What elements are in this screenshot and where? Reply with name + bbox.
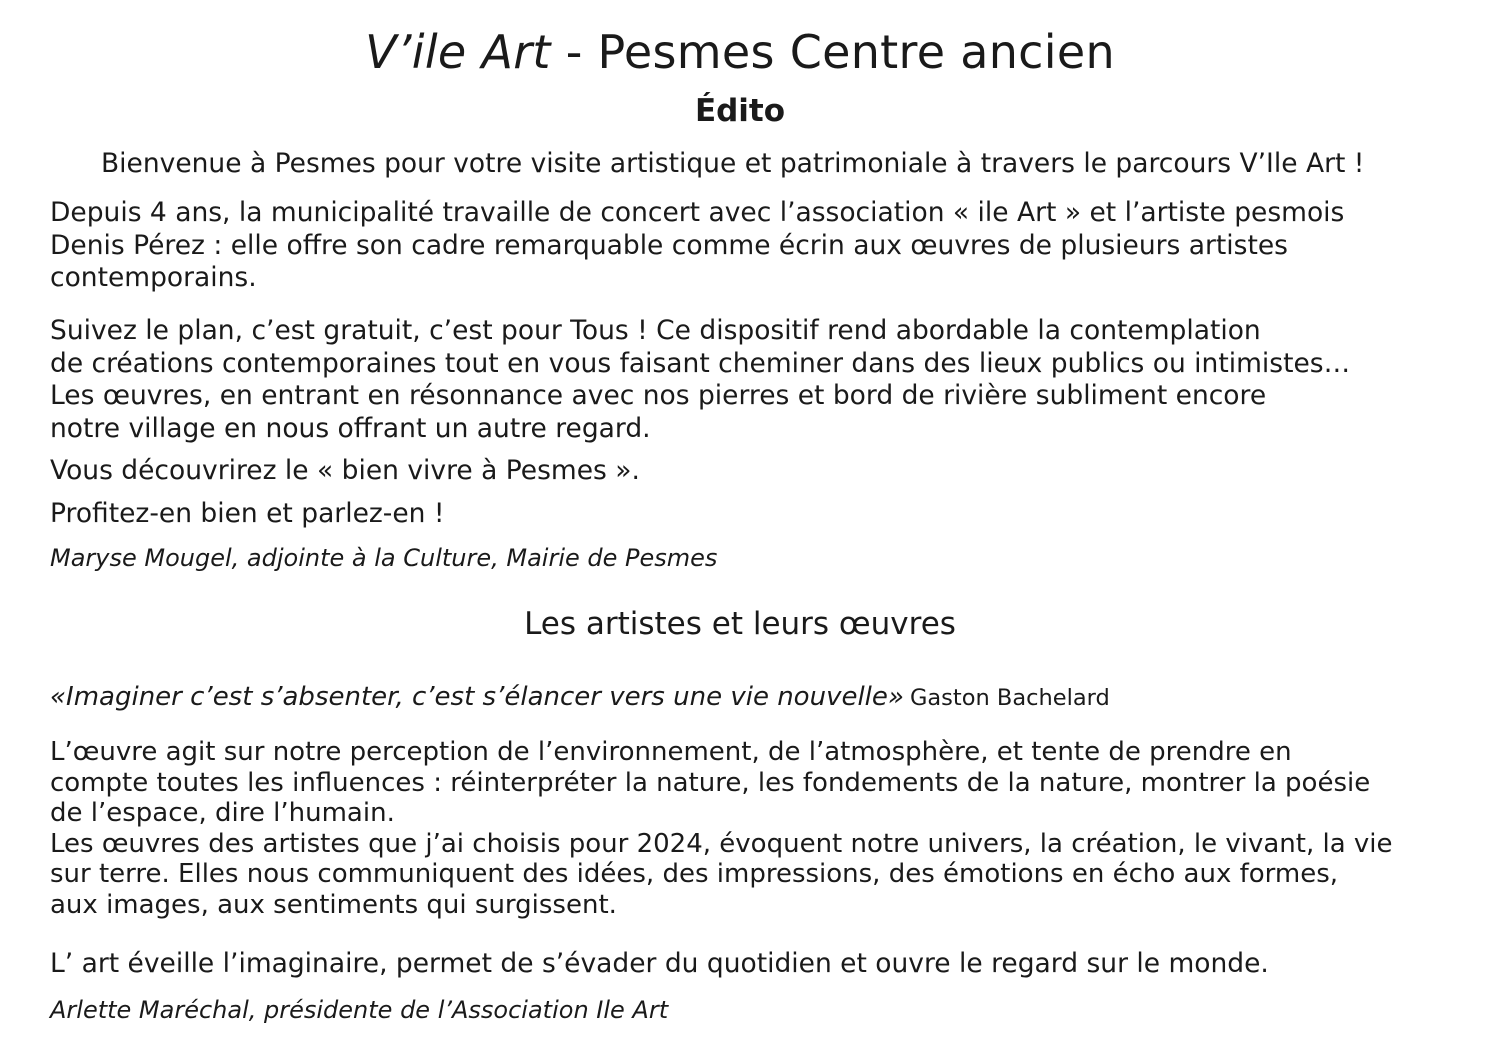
text-line: Denis Pérez : elle offre son cadre remarquable comme écrin aux œuvres de plusieurs artistes: [50, 229, 1288, 261]
welcome-paragraph: Bienvenue à Pesmes pour votre visite artistique et patrimoniale à travers le parcours V’Ile Art !: [101, 148, 1365, 179]
text-line: de l’espace, dire l’humain.: [50, 798, 395, 828]
text-line: sur terre. Elles nous communiquent des idées, des impressions, des émotions en écho aux formes,: [50, 859, 1339, 889]
quote-author: Gaston Bachelard: [909, 685, 1110, 711]
artists-closing: L’ art éveille l’imaginaire, permet de s’évader du quotidien et ouvre le regard sur le monde.: [50, 948, 1269, 979]
page-title: [0, 24, 1480, 80]
text-line: L’œuvre agit sur notre perception de l’environnement, de l’atmosphère, et tente de prendre en: [50, 737, 1292, 767]
artists-section-title: Les artistes et leurs œuvres: [524, 606, 956, 642]
bachelard-quote: [50, 680, 1110, 717]
text-line: Les œuvres, en entrant en résonnance avec nos pierres et bord de rivière subliment encore: [50, 380, 1267, 411]
edito-signature: Maryse Mougel, adjointe à la Culture, Mairie de Pesmes: [50, 544, 718, 572]
edito-paragraph-3: Vous découvrirez le « bien vivre à Pesmes ».: [50, 455, 640, 486]
text-line: Les œuvres des artistes que j’ai choisis pour 2024, évoquent notre univers, la création, le vivant, la vie: [50, 828, 1393, 859]
text-line: compte toutes les influences : réinterpréter la nature, les fondements de la nature, montrer la poésie: [50, 767, 1371, 798]
artists-signature: Arlette Maréchal, présidente de l’Association Ile Art: [50, 996, 669, 1024]
text-line: contemporains.: [50, 262, 257, 293]
title-rest: - Pesmes Centre ancien: [550, 25, 1115, 79]
text-line: aux images, aux sentiments qui surgissent.: [50, 889, 617, 920]
edito-heading: Édito: [694, 93, 786, 129]
quote-text: «Imaginer c’est s’absenter, c’est s’élancer vers une vie nouvelle»: [50, 682, 904, 712]
edito-paragraph-1: [50, 197, 1344, 295]
title-italic: V’ile Art: [365, 25, 551, 79]
edito-paragraph-4: Profitez-en bien et parlez-en !: [50, 498, 445, 529]
text-line: Suivez le plan, c’est gratuit, c’est pour Tous ! Ce dispositif rend abordable la contemplation: [50, 315, 1261, 346]
text-line: Depuis 4 ans, la municipalité travaille de concert avec l’association « ile Art » et l’artiste pesmois: [50, 197, 1345, 228]
artists-body: [50, 737, 1393, 920]
text-line: de créations contemporaines tout en vous faisant cheminer dans des lieux publics ou intimistes…: [50, 347, 1351, 379]
text-line: notre village en nous offrant un autre regard.: [50, 412, 651, 444]
edito-paragraph-2: [50, 315, 1350, 445]
